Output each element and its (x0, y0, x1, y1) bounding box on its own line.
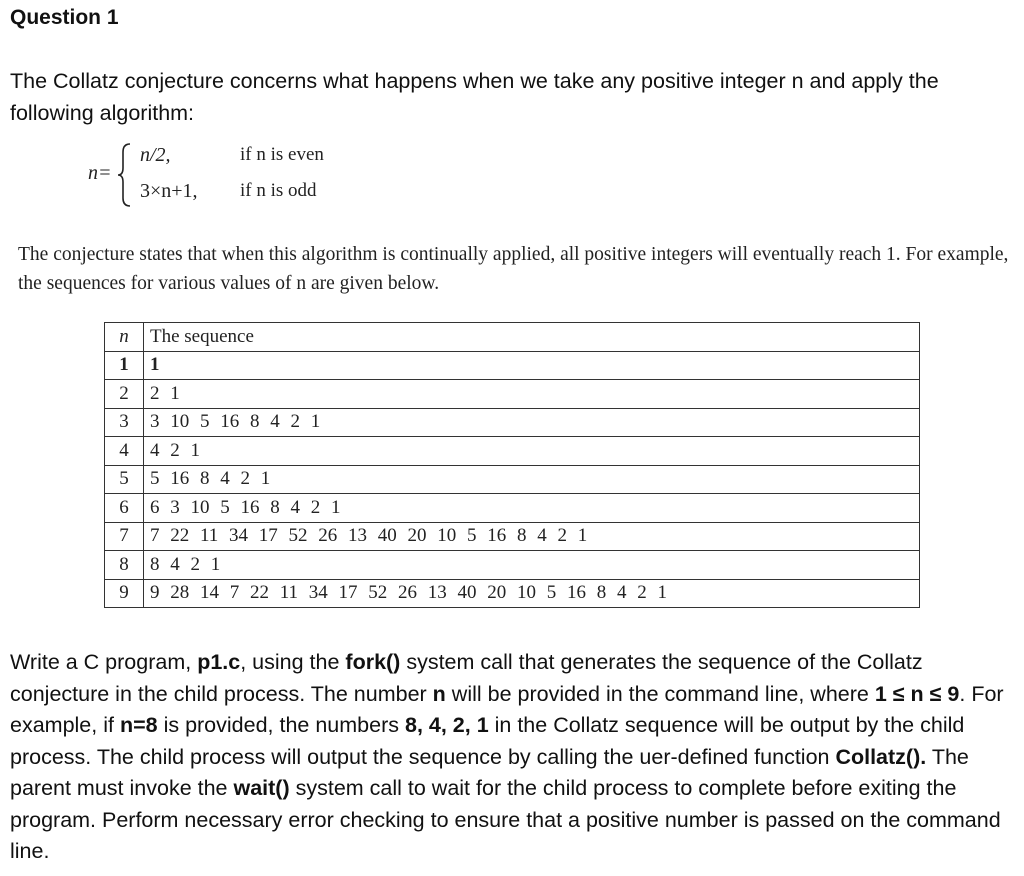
row-sequence: 8 4 2 1 (144, 551, 920, 580)
formula-case-odd: 3×n+1, (140, 180, 198, 202)
row-sequence: 2 1 (144, 380, 920, 409)
header-sequence: The sequence (144, 323, 920, 352)
task-bold-range: 1 ≤ n ≤ 9 (874, 681, 960, 706)
row-sequence: 4 2 1 (144, 437, 920, 466)
table-row (105, 351, 920, 380)
table-row (105, 522, 920, 551)
row-sequence: 9 28 14 7 22 11 34 17 52 26 13 40 20 10 5 16 8 4 2 1 (144, 579, 920, 608)
task-text: The parent must invoke the (10, 744, 969, 800)
row-n: 6 (105, 494, 144, 523)
row-sequence: 5 16 8 4 2 1 (144, 465, 920, 494)
task-bold-filename: p1.c (197, 650, 241, 674)
formula-case-even: n/2, (140, 144, 171, 166)
task-bold-n: n (432, 681, 446, 706)
task-text: is provided, the numbers (157, 713, 405, 737)
row-sequence: 3 10 5 16 8 4 2 1 (144, 408, 920, 437)
task-paragraph (10, 647, 1015, 868)
question-title: Question 1 (10, 6, 119, 29)
intro-paragraph: The Collatz conjecture concerns what happens when we take any positive integer n and apply the following algorithm: (10, 69, 939, 125)
task-bold-example-n: n=8 (119, 713, 158, 737)
row-sequence: 1 (144, 351, 920, 380)
table-row (105, 551, 920, 580)
conjecture-paragraph: The conjecture states that when this algorithm is continually applied, all positive integers will eventually reach 1. For example, the sequences for various values of n are given below. (18, 244, 1009, 294)
row-sequence: 6 3 10 5 16 8 4 2 1 (144, 494, 920, 523)
task-bold-example-seq: 8, 4, 2, 1 (404, 713, 489, 737)
row-n: 1 (105, 351, 144, 380)
task-text: Write a C program, (10, 650, 198, 674)
table-row (105, 380, 920, 409)
table-row (105, 465, 920, 494)
task-text: . For example, if (10, 681, 1004, 737)
collatz-sequence-table (104, 322, 920, 608)
task-bold-collatz-fn: Collatz(). (835, 744, 927, 769)
table-header-row (105, 323, 920, 352)
task-bold-fork: fork() (345, 650, 401, 674)
row-n: 8 (105, 551, 144, 580)
row-sequence: 7 22 11 34 17 52 26 13 40 20 10 5 16 8 4 2 1 (144, 522, 920, 551)
row-n: 3 (105, 408, 144, 437)
row-n: 2 (105, 380, 144, 409)
formula-lhs: n= (88, 162, 112, 184)
row-n: 4 (105, 437, 144, 466)
header-n: n (105, 323, 144, 352)
row-n: 7 (105, 522, 144, 551)
collatz-formula (88, 140, 388, 210)
formula-cond-odd: if n is odd (240, 180, 317, 201)
task-text: in the Collatz sequence will be output by the child process. The child process will output the sequence by calling the uer-defined function (10, 713, 965, 769)
table-row (105, 437, 920, 466)
table-row (105, 494, 920, 523)
task-bold-wait: wait() (233, 776, 290, 800)
task-text: system call to wait for the child process to complete before exiting the program. Perform necessary error checking to ensure that a positive number is passed on the command line. (10, 776, 1001, 863)
table-row (105, 579, 920, 608)
formula-cond-even: if n is even (240, 144, 324, 165)
table-row (105, 408, 920, 437)
row-n: 9 (105, 579, 144, 608)
task-text: , using the (240, 650, 346, 674)
curly-brace-icon (116, 140, 132, 210)
task-text: system call that generates the sequence of the Collatz conjecture in the child process. The number (10, 650, 923, 706)
task-text: will be provided in the command line, where (445, 681, 875, 706)
row-n: 5 (105, 465, 144, 494)
